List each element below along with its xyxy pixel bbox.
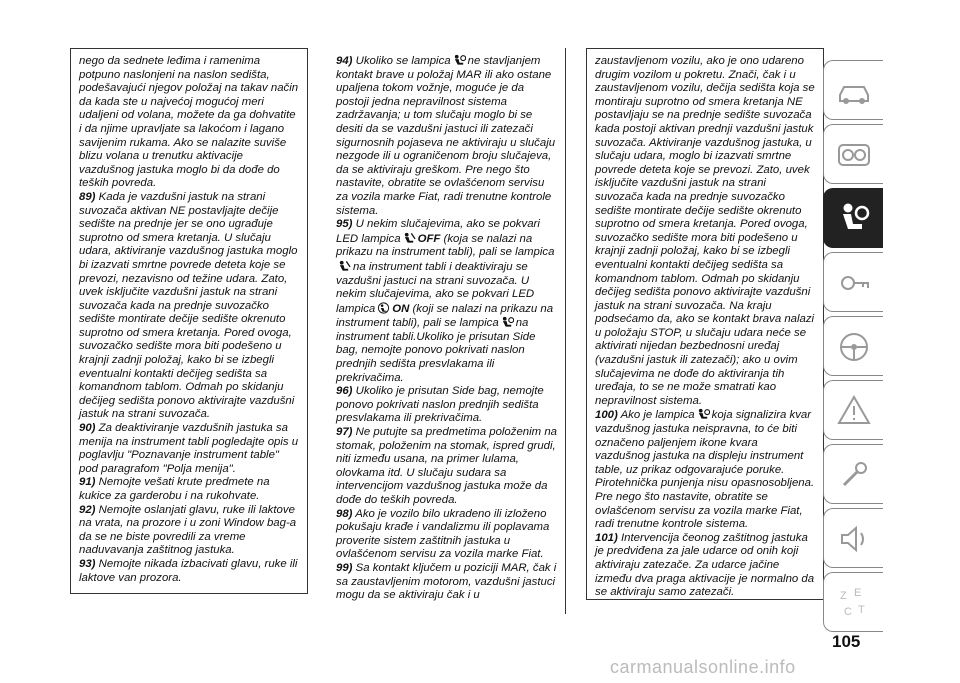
paragraph: nego da sednete leđima i ramenima potpuno naslonjeni na naslon sedišta, podešavajući njegov položaj na takav način da kada ste u najvećoj mogućoj meri udaljeni od volana, možete da ga dohvatite i da njime upravljate sa lakoćom i lagano savijenim rukama. Ako se nalazite suviše blizu volana u trenutku aktivacije vazdušnog jastuka moglo bi da dođe do teških povreda. [79, 55, 299, 190]
airbag-warning-icon [697, 408, 710, 420]
audio-icon [834, 519, 874, 559]
airbag-off-icon [403, 232, 416, 244]
tab-safety[interactable] [823, 188, 883, 248]
warning-triangle-icon [834, 391, 874, 431]
note-101: 101) Intervencija čeonog zaštitnog jastuka je predviđena za jale udarce od onih koji aktiviraju zatezače. Za udarce jačine između dva praga aktivacije je normalno da se aktiviraju samo zatezači. [595, 531, 815, 599]
note-97: 97) Ne putujte sa predmetima položenim na stomak, položenim na stomak, ispred grudi, niti između usana, na primer lulama, olovkama itd. U slučaju sudara sa intervencijom vazdušnog jastuka može da dođe do teških povreda. [336, 426, 557, 506]
tab-multimedia[interactable] [823, 508, 883, 568]
note-98: 98) Ako je vozilo bilo ukradeno ili izloženo pokušaju krađe i vandalizmu ili poplavama proverite sistem zaštitnih jastuka u ovlašćenom servisu za vozila marke Fiat. [336, 507, 550, 561]
watermark: carmanualsonline.info [610, 657, 796, 677]
note-92: 92) Nemojte oslanjati glavu, ruke ili laktove na vrata, na prozore i u zoni Window bag-a da se ne biste povredili za vreme naduvavanja zaštitnog jastuka. [79, 503, 297, 557]
text-column-2 [328, 48, 566, 614]
steering-icon [834, 327, 874, 367]
note-91: 91) Nemojte vešati krute predmete na kukice za garderobu i na rukohvate. [79, 476, 270, 502]
note-94: 94) Ukoliko se lampica ne stavljanjem kontakt brave u položaj MAR ili ako ostane upaljena tokom vožnje, moguće je da postoji jedna nepravilnost sistema zadržavanja; u tom slučaju moglo bi se desiti da se vazdušni jastuci ili zatezači sigurnosnih pojaseva ne aktiviraju u slučaju nezgode ili u ograničenom broju slučajeva, da se aktiviraju greškom. Pre nego što nastavite, obratite se ovlašćenom servisu za vozila marke Fiat, radi trenutne kontrole sistema. [336, 55, 556, 217]
tab-starting[interactable] [823, 252, 883, 312]
airbag-on-icon [377, 302, 390, 314]
tab-maintenance[interactable] [823, 444, 883, 504]
airbag-warning-icon [453, 54, 466, 66]
airbag-icon [834, 199, 874, 239]
text-column-1 [70, 48, 308, 594]
dashboard-icon [834, 135, 874, 175]
note-89: 89) Kada je vazdušni jastuk na strani suvozača aktivan NE postavljajte dečije sedište na prednje jer se ono ugrađuje suprotno od smera kretanja. U slučaju udara, aktiviranje vazdušnog jastuka moglo bi izazvati smrtne povrede deteta koje se prevozi, nezavisno od težine udara. Zato, uvek isključite vazdušni jastuk na strani suvozača kada na prednje suvozačko sedište montirate dečije sedište okrenuto suprotno od smera kretanja. Pored ovoga, suvozačko sedište mora biti podešeno u krajnji zadnji položaj, kako bi se izbegli eventualni kontakti dečijeg sedišta sa komandnom tablom. Odmah po skidanju dečijeg sedišta ponovo aktivirajte vazdušni jastuk na strani suvozača. [79, 190, 298, 421]
index-letters-icon [834, 583, 874, 623]
svg-text:E: E [854, 587, 862, 599]
wrench-icon [834, 455, 874, 495]
tab-emergency[interactable] [823, 380, 883, 440]
note-99: 99) Sa kontakt ključem u poziciji MAR, čak i sa zaustavljenim motorom, vazdušni jastuci mogu da se aktiviraju čak i u [336, 561, 557, 602]
note-96: 96) Ukoliko je prisutan Side bag, nemojte ponovo pokrivati naslon prednjih sedišta presvlakama ili prekrivačima. [336, 385, 544, 425]
paragraph: zaustavljenom vozilu, ako je ono udareno drugim vozilom u pokretu. Znači, čak i u zaustavljenom vozilu, dečija sedišta koja se montiraju suprotno od smera kretanja NE postavljaju se na prednje sedište suvozača kada postoji aktivan prednji vazdušni jastuk suvozača. Aktiviranje vazdušnog jastuka, u slučaju udara, moglo bi izazvati smrtne povrede deteta koje se prevozi. Zato, uvek isključite vazdušni jastuk na strani suvozača kada na prednje suvozačko sedište montirate dečije sedište okrenuto suprotno od smera kretanja. Pored ovoga, suvozačko sedište mora biti podešeno u krajnji zadnji položaj, kako bi se izbegli eventualni kontakti dečijeg sedišta sa komandnom tablom. Odmah po skidanju dečijeg sedišta ponovo aktivirajte vazdušni jastuk na strani suvozača. Na kraju podsećamo da, ako se kontakt brava nalazi u položaju STOP, u slučaju udara neće se aktivirati nijedan bezbednosni uređaj (vazdušni jastuk ili zatezači); ako u ovim slučajevima ne dođe do aktiviranja tih uređaja, to se ne može smatrati kao nepravilnost sistema. [595, 55, 815, 407]
tab-driving[interactable] [823, 316, 883, 376]
car-icon [834, 71, 874, 111]
note-90: 90) Za deaktiviranje vazdušnih jastuka sa menija na instrument tabli pogledajte opis u poglavlju "Poznavanje instrument table" pod paragrafom "Polja menija". [79, 422, 299, 475]
tab-dashboard[interactable] [823, 124, 883, 184]
page-number: 105 [832, 632, 861, 651]
airbag-off-icon [338, 260, 351, 272]
key-icon [834, 263, 874, 303]
svg-text:C: C [844, 606, 852, 618]
tab-index[interactable] [823, 572, 883, 632]
note-95: 95) U nekim slučajevima, ako se pokvari LED lampica OFF (koja se nalazi na prikazu na instrument tabli), pali se lampicana instrument tabli i deaktiviraju se vazdušni jastuci na strani suvozača. U nekim slučajevima, ako se pokvari LED lampica ON (koji se nalazi na prikazu na instrument tabli), pali se lampica na instrument tabli.Ukoliko je prisutan Side bag, nemojte ponovo pokrivati naslon prednjih sedišta presvlakama ili prekrivačima. [336, 218, 555, 384]
airbag-warning-icon [501, 316, 514, 328]
note-93: 93) Nemojte nikada izbacivati glavu, ruke ili laktove van prozora. [79, 557, 298, 584]
text-column-3 [586, 48, 824, 600]
svg-text:T: T [858, 604, 865, 616]
svg-text:Z: Z [840, 590, 847, 602]
tab-car[interactable] [823, 60, 883, 120]
note-100: 100) Ako je lampica koja signalizira kvar vazdušnog jastuka neispravna, to će biti označeno paljenjem ikone kvara vazdušnog jastuka na displeju instrument table, uz prikaz odgovarajuće poruke. Pirotehnička punjenja nisu opasnosobljena. Pre nego što nastavite, obratite se ovlašćenom servisu za vozila marke Fiat, radi trenutne kontrole sistema. [595, 409, 815, 531]
